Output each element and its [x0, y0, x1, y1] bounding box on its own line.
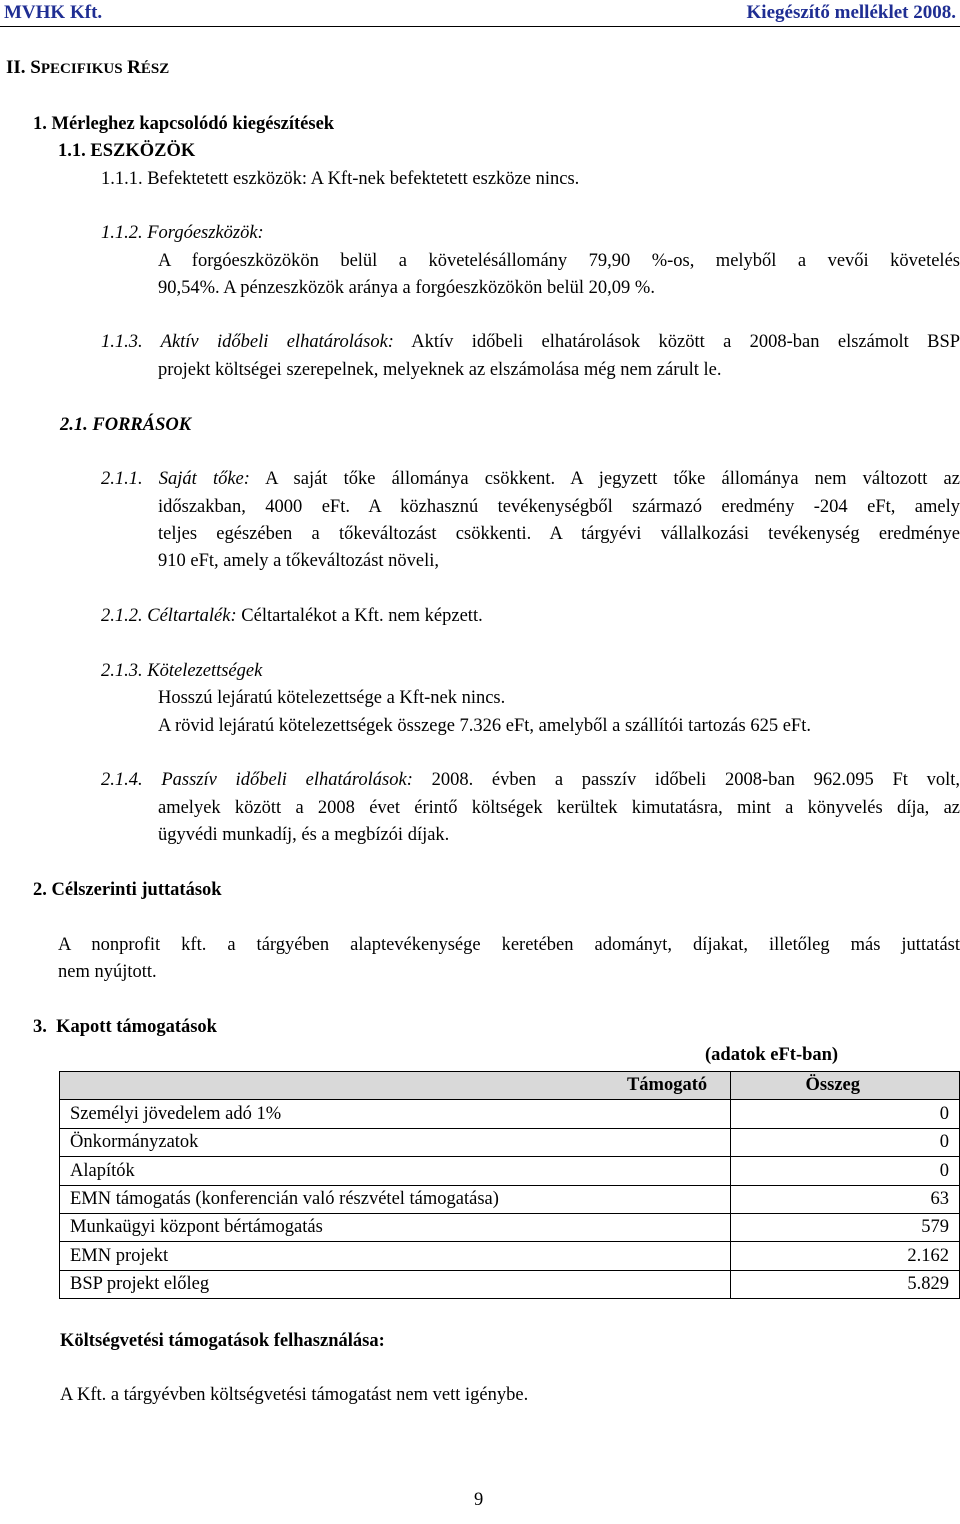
table-row	[60, 1242, 960, 1270]
section-3-title: 3. Kapott támogatások	[33, 1017, 217, 1037]
row-amount: 2.162	[731, 1242, 960, 1270]
item-2-1-3-line1: Hosszú lejáratú kötelezettsége a Kft-nek nincs.	[158, 688, 506, 708]
section-2-line1: A nonprofit kft. a tárgyében alaptevékenysége keretében adományt, díjakat, illetőleg más juttatást	[58, 935, 960, 955]
row-amount: 579	[731, 1213, 960, 1241]
item-2-1-4-line2: amelyek között a 2008 évet érintő költségek kerültek kimutatásra, mint a könyvelés díja, az	[158, 798, 960, 818]
table-header-row	[60, 1072, 960, 1100]
item-2-1-1-label: 2.1.1. Saját tőke:	[101, 469, 250, 489]
budget-text: A Kft. a tárgyévben költségvetési támogatást nem vett igénybe.	[60, 1385, 529, 1405]
row-supporter: EMN támogatás (konferencián való részvétel támogatása)	[60, 1185, 731, 1213]
item-2-1-2: 2.1.2. Céltartalék: Céltartalékot a Kft. nem képzett.	[101, 606, 483, 626]
col-header-supporter: Támogató	[60, 1072, 731, 1100]
table-row	[60, 1128, 960, 1156]
row-supporter: Önkormányzatok	[60, 1128, 731, 1156]
item-2-1-1-line1: 2.1.1. Saját tőke: A saját tőke állománya csökkent. A jegyzett tőke állománya nem változott az	[101, 469, 960, 489]
part-heading: II. SPECIFIKUS RÉSZ	[6, 57, 170, 78]
item-2-1-4-line3: ügyvédi munkadíj, és a megbízói díjak.	[158, 825, 450, 845]
row-supporter: Munkaügyi központ bértámogatás	[60, 1213, 731, 1241]
table-row	[60, 1157, 960, 1185]
item-2-1-1-line4: 910 eFt, amely a tőkeváltozást növeli,	[158, 551, 440, 571]
table-row	[60, 1270, 960, 1298]
item-1-1-1: 1.1.1. Befektetett eszközök: A Kft-nek befektetett eszköze nincs.	[101, 169, 580, 189]
item-1-1-3-line1	[101, 333, 960, 352]
row-amount: 0	[731, 1157, 960, 1185]
item-1-1-3-line2: projekt költségei szerepelnek, melyeknek az elszámolása még nem zárult le.	[158, 360, 722, 380]
item-2-1-1-line3: teljes egészében a tőkeváltozást csökkenti. A tárgyévi vállalkozási tevékenység eredménye	[158, 524, 960, 544]
section-2-1-title: 2.1. FORRÁSOK	[60, 415, 192, 435]
section-1-1-title: 1.1. ESZKÖZÖK	[58, 141, 196, 161]
support-table	[59, 1071, 960, 1299]
item-2-1-2-label: 2.1.2. Céltartalék:	[101, 606, 237, 626]
item-1-1-3-text: Aktív időbeli elhatárolások között a 2008-ban elszámolt BSP	[411, 332, 960, 352]
header-divider	[0, 26, 960, 27]
section-2-title: 2. Célszerinti juttatások	[33, 880, 222, 900]
item-1-1-2-line2: 90,54%. A pénzeszközök aránya a forgóeszközökön belül 20,09 %.	[158, 278, 655, 298]
header-company: MVHK Kft.	[4, 2, 103, 23]
item-2-1-4-label: 2.1.4. Passzív időbeli elhatárolások:	[101, 770, 413, 790]
budget-title: Költségvetési támogatások felhasználása:	[60, 1331, 385, 1351]
row-amount: 5.829	[731, 1270, 960, 1298]
row-supporter: BSP projekt előleg	[60, 1270, 731, 1298]
row-amount: 63	[731, 1185, 960, 1213]
row-supporter: Személyi jövedelem adó 1%	[60, 1100, 731, 1128]
section-1-title: 1. Mérleghez kapcsolódó kiegészítések	[33, 114, 335, 134]
item-1-1-3-label: 1.1.3. Aktív időbeli elhatárolások:	[101, 332, 394, 352]
row-supporter: EMN projekt	[60, 1242, 731, 1270]
table-row	[60, 1213, 960, 1241]
row-supporter: Alapítók	[60, 1157, 731, 1185]
page-number: 9	[474, 1490, 484, 1510]
table-row	[60, 1100, 960, 1128]
item-2-1-3-line2: A rövid lejáratú kötelezettségek összege 7.326 eFt, amelyből a szállítói tartozás 625 eFt.	[158, 716, 811, 736]
item-2-1-4-line1: 2.1.4. Passzív időbeli elhatárolások: 2008. évben a passzív időbeli 2008-ban 962.095 Ft volt,	[101, 770, 960, 790]
header-doc-title: Kiegészítő melléklet 2008.	[746, 2, 956, 23]
unit-note: (adatok eFt-ban)	[705, 1045, 839, 1065]
row-amount: 0	[731, 1128, 960, 1156]
item-1-1-2-line1: A forgóeszközökön belül a követelésállomány 79,90 %-os, melyből a vevői követelés	[158, 251, 960, 271]
item-1-1-2-title: 1.1.2. Forgóeszközök:	[101, 223, 264, 243]
section-2-line2: nem nyújtott.	[58, 962, 157, 982]
col-header-amount: Összeg	[731, 1072, 960, 1100]
item-2-1-1-line2: időszakban, 4000 eFt. A közhasznú tevékenységből származó eredmény -204 eFt, amely	[158, 497, 960, 517]
item-2-1-3-title: 2.1.3. Kötelezettségek	[101, 661, 263, 681]
table-row	[60, 1185, 960, 1213]
row-amount: 0	[731, 1100, 960, 1128]
